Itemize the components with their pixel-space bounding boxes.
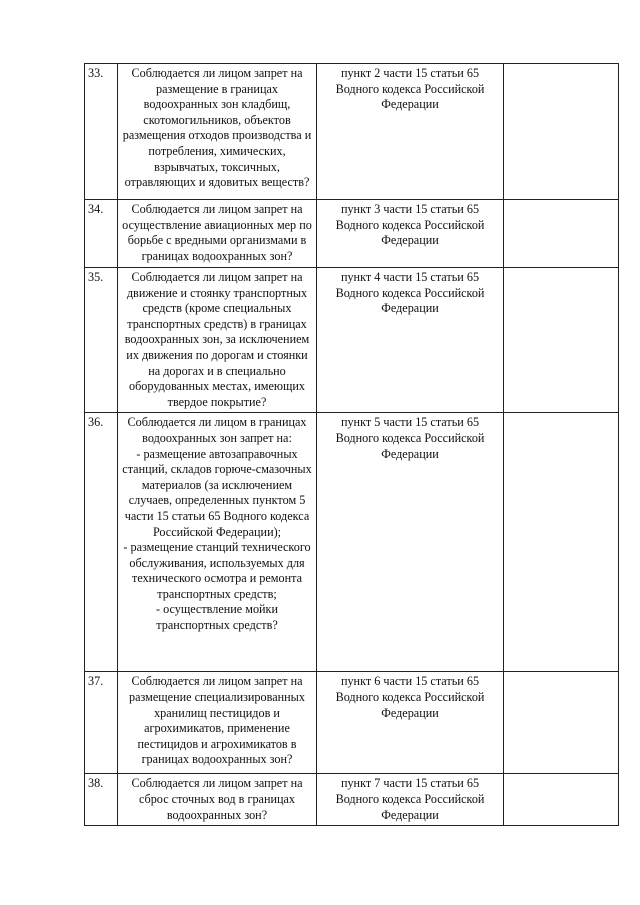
answer-cell bbox=[504, 200, 619, 268]
legal-reference-cell: пункт 6 части 15 статьи 65 Водного кодекса Российской Федерации bbox=[317, 672, 504, 774]
row-number: 35. bbox=[85, 268, 118, 413]
row-number: 36. bbox=[85, 413, 118, 672]
question-cell bbox=[118, 413, 317, 672]
table-row bbox=[85, 413, 619, 672]
answer-cell bbox=[504, 64, 619, 200]
row-number: 33. bbox=[85, 64, 118, 200]
checklist-table bbox=[84, 63, 619, 826]
question-cell: Соблюдается ли лицом запрет на сброс сточных вод в границах водоохранных зон? bbox=[118, 774, 317, 826]
answer-cell bbox=[504, 774, 619, 826]
question-cell: Соблюдается ли лицом запрет на размещение специализированных хранилищ пестицидов и агрохимикатов, применение пестицидов и агрохимикатов в границах водоохранных зон? bbox=[118, 672, 317, 774]
question-item: - размещение станций технического обслуживания, используемых для технического осмотра и ремонта транспортных средств; bbox=[123, 540, 311, 601]
question-cell: Соблюдается ли лицом запрет на размещение в границах водоохранных зон кладбищ, скотомогильников, объектов размещения отходов производства и потребления, химических, взрывчатых, токсичных, отравляющих и ядовитых веществ? bbox=[118, 64, 317, 200]
row-number: 37. bbox=[85, 672, 118, 774]
question-item: - осуществление мойки транспортных средств? bbox=[155, 602, 279, 633]
row-number: 34. bbox=[85, 200, 118, 268]
table-row bbox=[85, 672, 619, 774]
legal-reference-cell: пункт 4 части 15 статьи 65 Водного кодекса Российской Федерации bbox=[317, 268, 504, 413]
question-item: - размещение автозаправочных станций, складов горюче-смазочных материалов (за исключением случаев, определенных пунктом 5 части 15 статьи 65 Водного кодекса Российской Федерации); bbox=[122, 446, 312, 539]
answer-cell bbox=[504, 672, 619, 774]
question-cell: Соблюдается ли лицом запрет на движение и стоянку транспортных средств (кроме специальных транспортных средств) в границах водоохранных зон, за исключением их движения по дорогам и стоянки на дорогах и в специально оборудованных местах, имеющих твердое покрытие? bbox=[118, 268, 317, 413]
row-number: 38. bbox=[85, 774, 118, 826]
question-cell: Соблюдается ли лицом запрет на осуществление авиационных мер по борьбе с вредными организмами в границах водоохранных зон? bbox=[118, 200, 317, 268]
answer-cell bbox=[504, 268, 619, 413]
table-row bbox=[85, 200, 619, 268]
legal-reference-cell: пункт 2 части 15 статьи 65 Водного кодекса Российской Федерации bbox=[317, 64, 504, 200]
legal-reference-cell: пункт 3 части 15 статьи 65 Водного кодекса Российской Федерации bbox=[317, 200, 504, 268]
answer-cell bbox=[504, 413, 619, 672]
table-row bbox=[85, 268, 619, 413]
legal-reference-cell: пункт 5 части 15 статьи 65 Водного кодекса Российской Федерации bbox=[317, 413, 504, 672]
table-row bbox=[85, 774, 619, 826]
table-row bbox=[85, 64, 619, 200]
legal-reference-cell: пункт 7 части 15 статьи 65 Водного кодекса Российской Федерации bbox=[317, 774, 504, 826]
question-intro: Соблюдается ли лицом в границах водоохранных зон запрет на: bbox=[127, 415, 307, 445]
